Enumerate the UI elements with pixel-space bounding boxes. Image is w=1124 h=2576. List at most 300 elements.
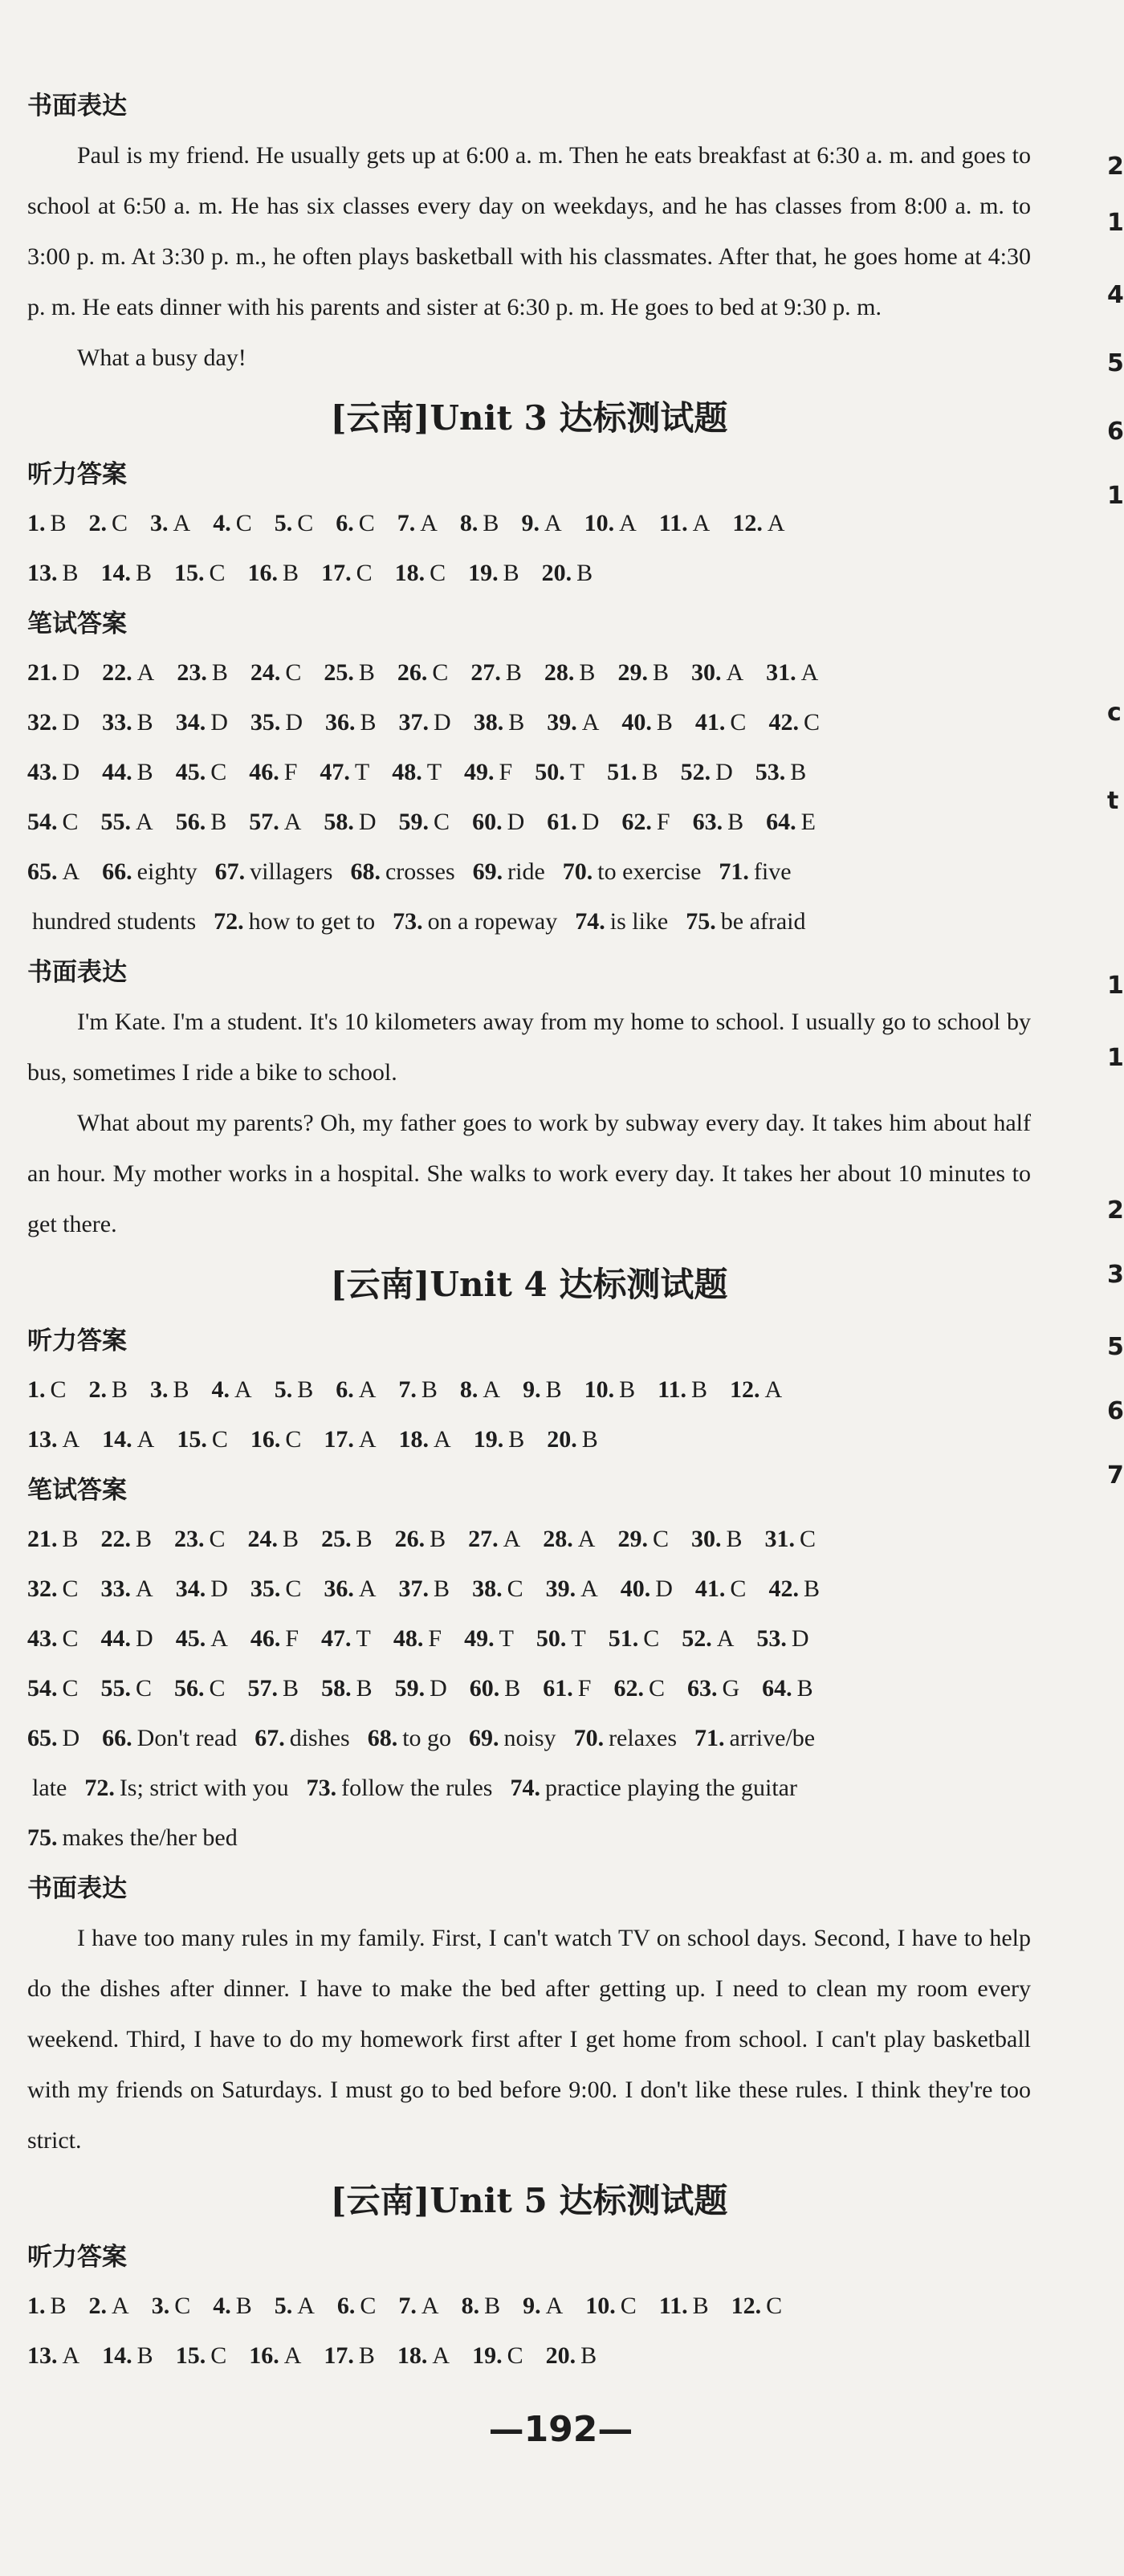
answer-item [368, 1714, 451, 1763]
answer-value: A [136, 809, 153, 835]
answer-item [27, 1514, 79, 1564]
answer-value: B [360, 709, 377, 736]
answer-item [321, 548, 373, 598]
answer-item [336, 499, 375, 548]
question-number: 36. [325, 709, 356, 736]
question-number: 69. [469, 1725, 499, 1751]
question-number: 19. [472, 2342, 503, 2369]
edge-glyph: 5 [1107, 349, 1124, 377]
answer-item [337, 2281, 377, 2331]
answer-item [27, 847, 79, 897]
answer-item [521, 499, 561, 548]
answer-item [174, 548, 226, 598]
answer-item [584, 499, 637, 548]
question-number: 70. [573, 1725, 605, 1751]
answer-value: T [356, 1625, 371, 1652]
answer-row [27, 1514, 1031, 1564]
answer-value: A [420, 510, 438, 536]
answer-value: C [285, 1426, 302, 1453]
answer-row [27, 1763, 1031, 1813]
question-number: 34. [175, 1575, 206, 1602]
answer-value: A [358, 1376, 377, 1403]
answer-item [398, 1365, 438, 1415]
answer-value: A [767, 510, 785, 536]
question-number: 13. [27, 560, 58, 586]
question-number: 32. [27, 1575, 58, 1602]
answer-value: C [62, 1625, 79, 1652]
answer-value: B [136, 759, 153, 785]
answer-value: C [209, 1526, 226, 1552]
answer-value: B [545, 1376, 562, 1403]
edge-glyph: 5 [1107, 1333, 1124, 1361]
essay-paragraph: I have too many rules in my family. First, I can't watch TV on school days. Second, I have to help do the dishes after dinner. I have to make the bed after getting up. I need to clean my room every weekend. Third, I have to do my homework first after I get home from school. I can't play basketball with my friends on Saturdays. I must go to bed before 9:00. I don't like these rules. I think they're too strict. [27, 1925, 1031, 2154]
answer-item [621, 797, 670, 847]
answer-value: C [62, 809, 79, 835]
answer-value: B [727, 809, 744, 835]
answer-item [255, 1714, 350, 1763]
question-number: 21. [27, 1526, 58, 1552]
answer-item [575, 897, 668, 947]
answer-value: A [62, 1426, 80, 1453]
answer-row [27, 1664, 1031, 1714]
answer-value: to go [402, 1725, 452, 1751]
question-number: 35. [250, 1575, 281, 1602]
question-number: 11. [658, 510, 688, 536]
question-number: 62. [613, 1675, 644, 1702]
question-number: 37. [398, 709, 430, 736]
answer-item [275, 499, 314, 548]
answer-value: B [652, 659, 669, 686]
question-number: 68. [367, 1725, 398, 1751]
answer-item [397, 499, 438, 548]
answer-value: arrive/be [729, 1725, 816, 1751]
question-number: 26. [397, 659, 428, 686]
question-number: 47. [321, 1625, 352, 1652]
question-number: 9. [521, 510, 540, 536]
answer-item [546, 1564, 598, 1614]
answer-value: F [577, 1675, 592, 1702]
question-number: 7. [397, 510, 416, 536]
answer-item [546, 2331, 597, 2381]
question-number: 6. [336, 510, 354, 536]
question-number: 14. [100, 560, 132, 586]
answer-value: A [726, 659, 744, 686]
answer-item [248, 1514, 299, 1564]
question-number: 41. [694, 709, 726, 736]
answer-value: D [210, 709, 228, 736]
answer-item [27, 797, 79, 847]
question-number: 26. [394, 1526, 426, 1552]
answer-value: D [62, 1725, 80, 1751]
answer-value: A [173, 510, 191, 536]
answer-value: A [619, 510, 637, 536]
answer-item [469, 1714, 556, 1763]
answer-value: B [692, 2293, 709, 2319]
answer-item [250, 1564, 302, 1614]
question-number: 12. [731, 2293, 762, 2319]
answer-value: B [173, 1376, 189, 1403]
question-number: 2. [88, 1376, 108, 1403]
answer-item [27, 1564, 79, 1614]
answer-item [731, 2281, 783, 2331]
answer-row [27, 1415, 1031, 1465]
answer-value: C [62, 1575, 79, 1602]
answer-item [177, 648, 228, 698]
written-label: 笔试答案 [27, 1476, 127, 1505]
question-number: 68. [350, 858, 381, 885]
question-number: 47. [320, 759, 350, 785]
question-number: 57. [249, 809, 279, 835]
question-number: 4. [213, 510, 231, 536]
question-number: 35. [250, 709, 281, 736]
question-number: 55. [100, 809, 132, 835]
answer-value: D [358, 809, 377, 835]
question-number: 9. [523, 2293, 541, 2319]
answer-item [89, 2281, 129, 2331]
answer-item [399, 1415, 451, 1465]
answer-value: A [434, 1426, 451, 1453]
answer-value: B [434, 1575, 450, 1602]
question-number: 25. [324, 659, 354, 686]
question-number: 22. [100, 1526, 132, 1552]
answer-value: B [358, 659, 375, 686]
answer-item [584, 1365, 636, 1415]
answer-item [768, 698, 820, 748]
answer-value: A [283, 809, 302, 835]
answer-value: C [209, 1675, 226, 1702]
answer-item [691, 1514, 743, 1564]
answer-item [176, 797, 227, 847]
answer-value: B [484, 2293, 501, 2319]
question-number: 1. [27, 1376, 46, 1403]
question-number: 23. [177, 659, 207, 686]
edge-glyph: t [1107, 787, 1119, 815]
answer-value: noisy [503, 1725, 556, 1751]
edge-glyph: 1 [1107, 482, 1124, 510]
answer-item [321, 1664, 373, 1714]
answer-value: ride [507, 858, 545, 885]
question-number: 59. [398, 809, 430, 835]
answer-item [324, 648, 375, 698]
answer-value: D [285, 709, 303, 736]
answer-item [320, 748, 369, 797]
question-number: 7. [398, 2293, 417, 2319]
question-number: 29. [617, 1526, 648, 1552]
question-number: 30. [690, 659, 722, 686]
answer-value: C [211, 1426, 228, 1453]
answer-value: Don't read [136, 1725, 238, 1751]
answer-value: B [430, 1526, 446, 1552]
answer-value: C [285, 659, 302, 686]
answer-value: A [483, 1376, 501, 1403]
question-number: 45. [175, 1625, 206, 1652]
question-number: 49. [464, 1625, 495, 1652]
answer-item [693, 797, 744, 847]
answer-item [617, 648, 669, 698]
answer-item [544, 648, 596, 698]
question-number: 52. [682, 1625, 712, 1652]
answer-item [102, 748, 153, 797]
question-number: 28. [544, 659, 575, 686]
question-number: 8. [461, 2293, 480, 2319]
answer-value: B [136, 709, 153, 736]
answer-value: how to get to [248, 908, 376, 935]
essay-paragraph: Paul is my friend. He usually gets up at 6:00 a. m. Then he eats breakfast at 6:30 a. m. and goes to school at 6:50 a. m. He has six classes every day on weekdays, and he has classes from 8:00 a. m. to 3:00 p. m. At 3:30 p. m., he often plays basketball with his classmates. After that, he goes home at 4:30 p. m. He eats dinner with his parents and sister at 6:30 p. m. He goes to bed at 9:30 p. m. [27, 142, 1031, 320]
answer-value: D [210, 1575, 228, 1602]
question-number: 16. [247, 560, 279, 586]
answer-value: C [432, 659, 449, 686]
answer-value: late [32, 1775, 67, 1801]
answer-item [468, 548, 519, 598]
answer-item [686, 897, 805, 947]
answer-item [249, 2331, 301, 2381]
answer-value: B [62, 560, 79, 586]
answer-value: B [210, 809, 227, 835]
question-number: 48. [392, 759, 422, 785]
answer-item [27, 2331, 79, 2381]
answer-item [350, 847, 454, 897]
answer-item [27, 1365, 67, 1415]
question-number: 61. [547, 809, 577, 835]
answer-value: B [483, 510, 499, 536]
answer-item [27, 1813, 238, 1863]
question-number: 4. [213, 2293, 231, 2319]
listening-label: 听力答案 [27, 2243, 127, 2272]
answer-value: B [508, 1426, 525, 1453]
answer-value: D [62, 659, 80, 686]
answer-value: C [297, 510, 314, 536]
question-number: 73. [306, 1775, 337, 1801]
question-number: 38. [473, 709, 504, 736]
question-number: 10. [585, 2293, 616, 2319]
question-number: 72. [214, 908, 244, 935]
answer-value: C [730, 709, 747, 736]
answer-value: D [791, 1625, 809, 1652]
answer-value: E [800, 809, 816, 835]
question-number: 44. [100, 1625, 132, 1652]
answer-value: B [505, 659, 522, 686]
answer-row [27, 1365, 1031, 1415]
answer-value: B [503, 560, 519, 586]
written-label: 笔试答案 [27, 609, 127, 638]
writing-label: 书面表达 [27, 958, 127, 987]
answer-value: B [796, 1675, 813, 1702]
answer-item [523, 2281, 563, 2331]
question-number: 12. [730, 1376, 760, 1403]
answer-item [695, 698, 747, 748]
answer-item [472, 1564, 523, 1614]
question-number: 46. [249, 759, 279, 785]
answer-item [470, 648, 522, 698]
answer-item [176, 2331, 227, 2381]
question-number: 20. [547, 1426, 577, 1453]
question-number: 71. [694, 1725, 725, 1751]
essay-paragraph: What a busy day! [77, 344, 246, 371]
answer-item [621, 1564, 673, 1614]
answer-item [621, 698, 673, 748]
answer-value: hundred students [32, 908, 197, 935]
answer-item [324, 2331, 375, 2381]
answer-item [174, 1514, 226, 1564]
question-number: 29. [617, 659, 648, 686]
answer-item [547, 1415, 598, 1465]
question-number: 20. [541, 560, 572, 586]
question-number: 50. [535, 759, 565, 785]
question-number: 31. [766, 659, 796, 686]
answer-item [468, 1514, 520, 1564]
answer-value: F [285, 1625, 299, 1652]
answer-item [543, 1514, 595, 1564]
question-number: 51. [607, 759, 637, 785]
answer-item [473, 847, 545, 897]
answer-value: A [358, 1575, 377, 1602]
answer-value: A [503, 1526, 521, 1552]
answer-value: C [285, 1575, 302, 1602]
answer-value: B [803, 1575, 820, 1602]
answer-value: A [136, 659, 155, 686]
answer-value: eighty [136, 858, 198, 885]
question-number: 37. [398, 1575, 430, 1602]
listening-label: 听力答案 [27, 1327, 127, 1355]
listening-label: 听力答案 [27, 460, 127, 489]
question-number: 18. [394, 560, 426, 586]
right-column-fragment [1104, 80, 1122, 2409]
answer-value: C [730, 1575, 747, 1602]
question-number: 12. [732, 510, 763, 536]
question-number: 24. [247, 1526, 279, 1552]
answer-item [470, 1664, 521, 1714]
question-number: 31. [764, 1526, 795, 1552]
answer-value: D [655, 1575, 673, 1602]
answer-value: C [766, 2293, 783, 2319]
answer-item [27, 648, 79, 698]
answer-item [101, 1514, 153, 1564]
answer-item [102, 698, 153, 748]
answer-value: A [764, 1376, 783, 1403]
answer-item [768, 1564, 820, 1614]
question-number: 66. [102, 1725, 132, 1751]
answer-item [681, 748, 733, 797]
answer-value: B [283, 1675, 299, 1702]
question-number: 3. [150, 1376, 169, 1403]
answer-value: B [421, 1376, 438, 1403]
edge-glyph: 4 [1107, 281, 1124, 309]
answer-item [324, 797, 376, 847]
answer-value: D [581, 809, 600, 835]
question-number: 53. [756, 1625, 787, 1652]
answer-value: A [283, 2342, 302, 2369]
answer-value: F [283, 759, 298, 785]
answer-row [27, 1714, 1031, 1763]
answer-item [395, 548, 446, 598]
answer-item [474, 1415, 525, 1465]
question-number: 1. [27, 2293, 46, 2319]
answer-item [101, 1664, 153, 1714]
answer-item [399, 698, 451, 748]
question-number: 17. [321, 560, 352, 586]
answer-value: B [579, 659, 596, 686]
question-number: 20. [545, 2342, 576, 2369]
answer-value: A [716, 1625, 735, 1652]
answer-value: A [358, 1426, 377, 1453]
question-number: 17. [324, 1426, 354, 1453]
question-number: 69. [472, 858, 503, 885]
answer-item [510, 1763, 797, 1813]
answer-value: C [652, 1526, 669, 1552]
question-number: 13. [27, 1426, 58, 1453]
question-number: 3. [150, 510, 169, 536]
answer-value: B [619, 1376, 636, 1403]
question-number: 8. [459, 1376, 479, 1403]
question-number: 40. [620, 1575, 651, 1602]
answer-value: B [641, 759, 658, 785]
question-number: 10. [584, 510, 615, 536]
answer-item [658, 1365, 707, 1415]
question-number: 27. [468, 1526, 499, 1552]
answer-item [27, 897, 196, 947]
question-number: 58. [324, 809, 354, 835]
answer-row [27, 797, 1031, 847]
answer-row [27, 2331, 1031, 2381]
answer-value: F [499, 759, 513, 785]
question-number: 15. [175, 2342, 206, 2369]
answer-value: D [62, 709, 80, 736]
question-number: 65. [27, 1725, 58, 1751]
question-number: 41. [694, 1575, 726, 1602]
question-number: 67. [255, 1725, 285, 1751]
page-number: —192— [488, 2409, 633, 2450]
answer-value: B [356, 1526, 373, 1552]
answer-item [250, 698, 303, 748]
question-number: 55. [100, 1675, 132, 1702]
answer-value: B [508, 709, 525, 736]
question-number: 54. [27, 1675, 58, 1702]
answer-item [464, 1614, 514, 1664]
answer-item [89, 1365, 128, 1415]
answer-row [27, 1614, 1031, 1664]
answer-value: B [356, 1675, 373, 1702]
answer-value: A [800, 659, 819, 686]
answer-value: is like [609, 908, 669, 935]
answer-item [150, 499, 190, 548]
answer-value: B [790, 759, 807, 785]
answer-value: C [235, 510, 252, 536]
answer-item [248, 548, 299, 598]
answer-value: makes the/her bed [62, 1824, 238, 1851]
answer-value: C [643, 1625, 660, 1652]
answer-value: C [136, 1675, 153, 1702]
answer-value: crosses [385, 858, 455, 885]
question-number: 49. [464, 759, 495, 785]
section-label: 书面表达 [27, 92, 127, 120]
answer-item [27, 698, 79, 748]
answer-item [730, 1365, 782, 1415]
question-number: 71. [719, 858, 749, 885]
answer-value: B [136, 560, 153, 586]
answer-item [27, 548, 79, 598]
answer-item [472, 2331, 523, 2381]
answer-item [102, 648, 154, 698]
answer-value: B [576, 560, 593, 586]
answer-item [659, 2281, 709, 2331]
answer-item [275, 1365, 314, 1415]
answer-value: B [358, 2342, 375, 2369]
answer-value: G [722, 1675, 740, 1702]
answer-value: C [507, 1575, 523, 1602]
question-number: 74. [510, 1775, 540, 1801]
answer-item [250, 1415, 302, 1465]
question-number: 6. [336, 2293, 356, 2319]
